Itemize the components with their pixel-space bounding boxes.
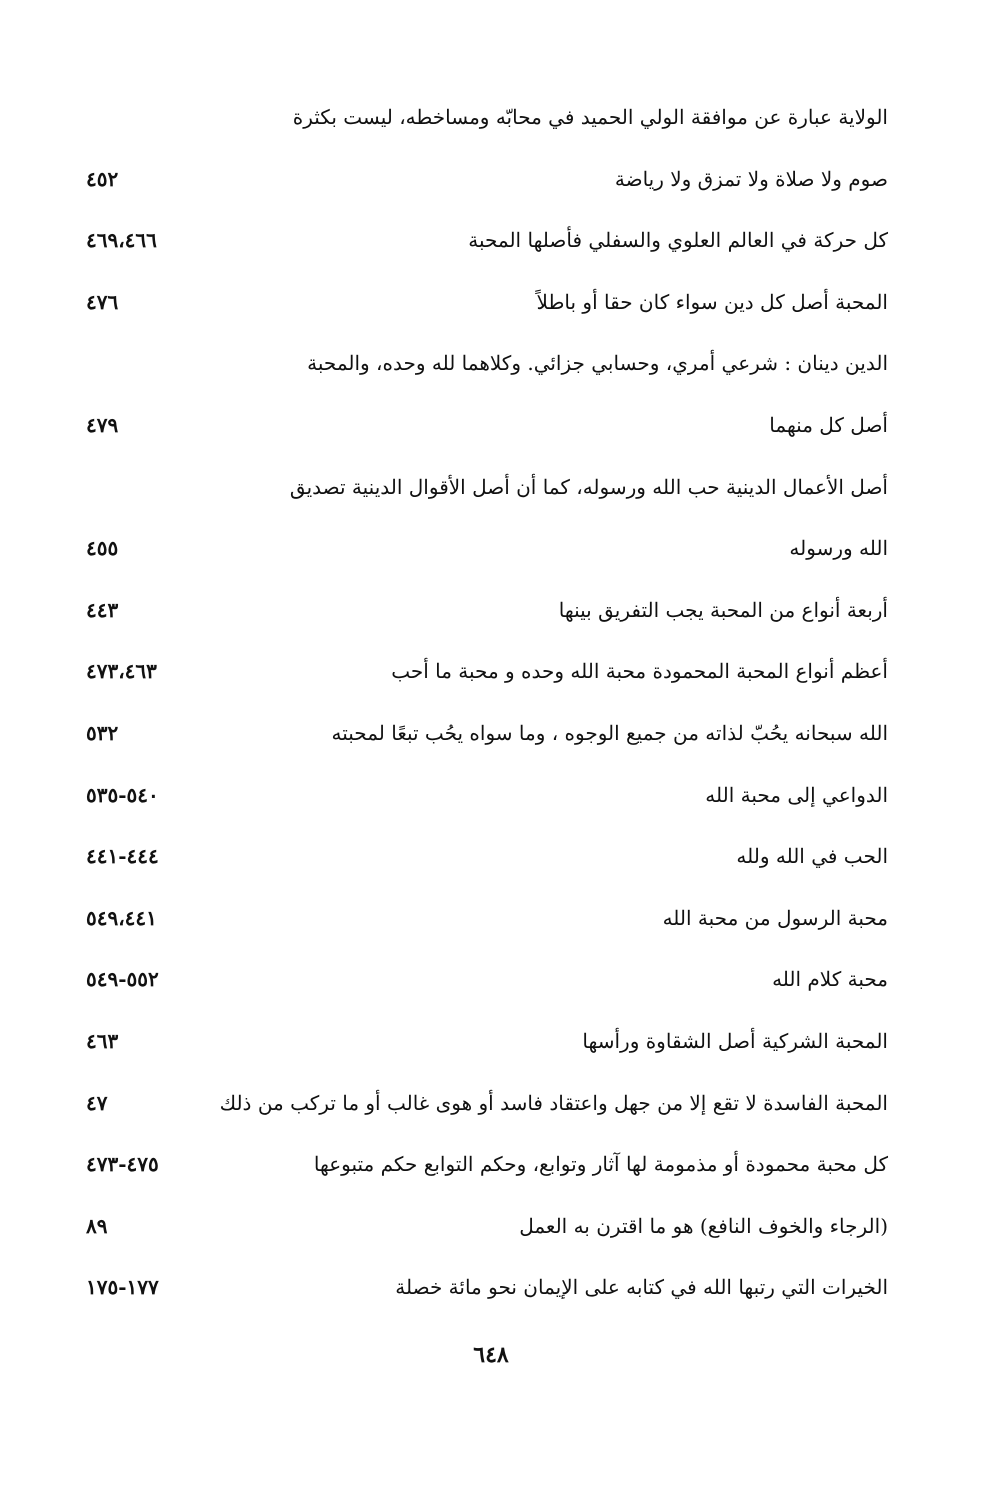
- entry-text: الله سبحانه يحُبّ لذاته من جميع الوجوه ، وما سواه يحُب تبعًا لمحبته: [331, 720, 888, 745]
- entry-page-ref: ٥٤٠-٥٣٥: [86, 782, 159, 807]
- entry-page-ref: ٤٥٢: [86, 166, 119, 191]
- entry-page-ref: ٥٥٢-٥٤٩: [86, 967, 159, 992]
- index-entry: [80, 1018, 888, 1080]
- entry-page-ref: ٤٤٣: [86, 597, 119, 622]
- index-entry: [80, 710, 888, 772]
- entry-text: محبة الرسول من محبة الله: [662, 905, 888, 930]
- entry-text: (الرجاء والخوف النافع) هو ما اقترن به العمل: [519, 1213, 888, 1238]
- page-number: ٦٤٨: [473, 1342, 509, 1368]
- entry-text: الخيرات التي رتبها الله في كتابه على الإيمان نحو مائة خصلة: [395, 1275, 888, 1300]
- index-entry: [80, 402, 888, 464]
- index-entry: [80, 217, 888, 279]
- index-entry: [80, 94, 888, 156]
- entry-text: الدين دينان : شرعي أمري، وحسابي جزائي. وكلاهما لله وحده، والمحبة: [307, 351, 888, 376]
- entry-page-ref: ٨٩: [86, 1213, 108, 1238]
- entry-text: الولاية عبارة عن موافقة الولي الحميد في محابّه ومساخطه، ليست بكثرة: [292, 105, 888, 129]
- index-entry: [80, 156, 888, 218]
- entry-text: الحب في الله ولله: [736, 844, 888, 869]
- entry-text: صوم ولا صلاة ولا تمزق ولا رياضة: [614, 166, 888, 191]
- index-entry: [80, 464, 888, 526]
- entry-page-ref: ٤٧٩: [86, 412, 119, 437]
- entry-page-ref: ٤٦٩،٤٦٦: [86, 228, 157, 253]
- entry-page-ref: ٤٦٣: [86, 1028, 119, 1053]
- index-entry: [80, 525, 888, 587]
- index-entry: [80, 1264, 888, 1326]
- entry-text: الله ورسوله: [789, 536, 888, 561]
- entry-text: كل محبة محمودة أو مذمومة لها آثار وتوابع، وحكم التوابع حكم متبوعها: [313, 1152, 888, 1177]
- entry-page-ref: ٥٣٢: [86, 720, 119, 745]
- entry-text: المحبة أصل كل دين سواء كان حقا أو باطلاً: [536, 289, 888, 314]
- entry-page-ref: ٤٧٣،٤٦٣: [86, 659, 157, 684]
- index-entry: [80, 279, 888, 341]
- index-entry: [80, 772, 888, 834]
- entry-page-ref: ٤٤٤-٤٤١: [86, 844, 159, 869]
- index-entry: [80, 340, 888, 402]
- entry-text: محبة كلام الله: [772, 967, 888, 992]
- entry-text: الدواعي إلى محبة الله: [705, 782, 888, 807]
- index-entry: [80, 956, 888, 1018]
- entry-text: أعظم أنواع المحبة المحمودة محبة الله وحده و محبة ما أحب: [391, 659, 888, 684]
- entry-page-ref: ٤٧٥-٤٧٣: [86, 1152, 159, 1177]
- entry-page-ref: ٤٧٦: [86, 289, 119, 314]
- entry-page-ref: ١٧٧-١٧٥: [86, 1275, 159, 1300]
- index-entry: [80, 1141, 888, 1203]
- entry-text: كل حركة في العالم العلوي والسفلي فأصلها المحبة: [468, 228, 888, 253]
- index-entry: [80, 1203, 888, 1265]
- entry-page-ref: ٤٧: [86, 1090, 108, 1115]
- entry-text: المحبة الفاسدة لا تقع إلا من جهل واعتقاد فاسد أو هوى غالب أو ما تركب من ذلك: [219, 1090, 888, 1115]
- entry-text: أربعة أنواع من المحبة يجب التفريق بينها: [558, 597, 888, 622]
- entry-text: المحبة الشركية أصل الشقاوة ورأسها: [582, 1028, 888, 1053]
- index-entry: [80, 587, 888, 649]
- entry-text: أصل كل منهما: [769, 412, 888, 437]
- entry-page-ref: ٤٥٥: [86, 536, 119, 561]
- index-entry: [80, 833, 888, 895]
- index-entry: [80, 648, 888, 710]
- index-entry: [80, 1080, 888, 1142]
- entry-text: أصل الأعمال الدينية حب الله ورسوله، كما أن أصل الأقوال الدينية تصديق: [289, 474, 888, 499]
- entry-page-ref: ٥٤٩،٤٤١: [86, 905, 157, 930]
- index-entry: [80, 895, 888, 957]
- index-entries: [80, 94, 888, 1326]
